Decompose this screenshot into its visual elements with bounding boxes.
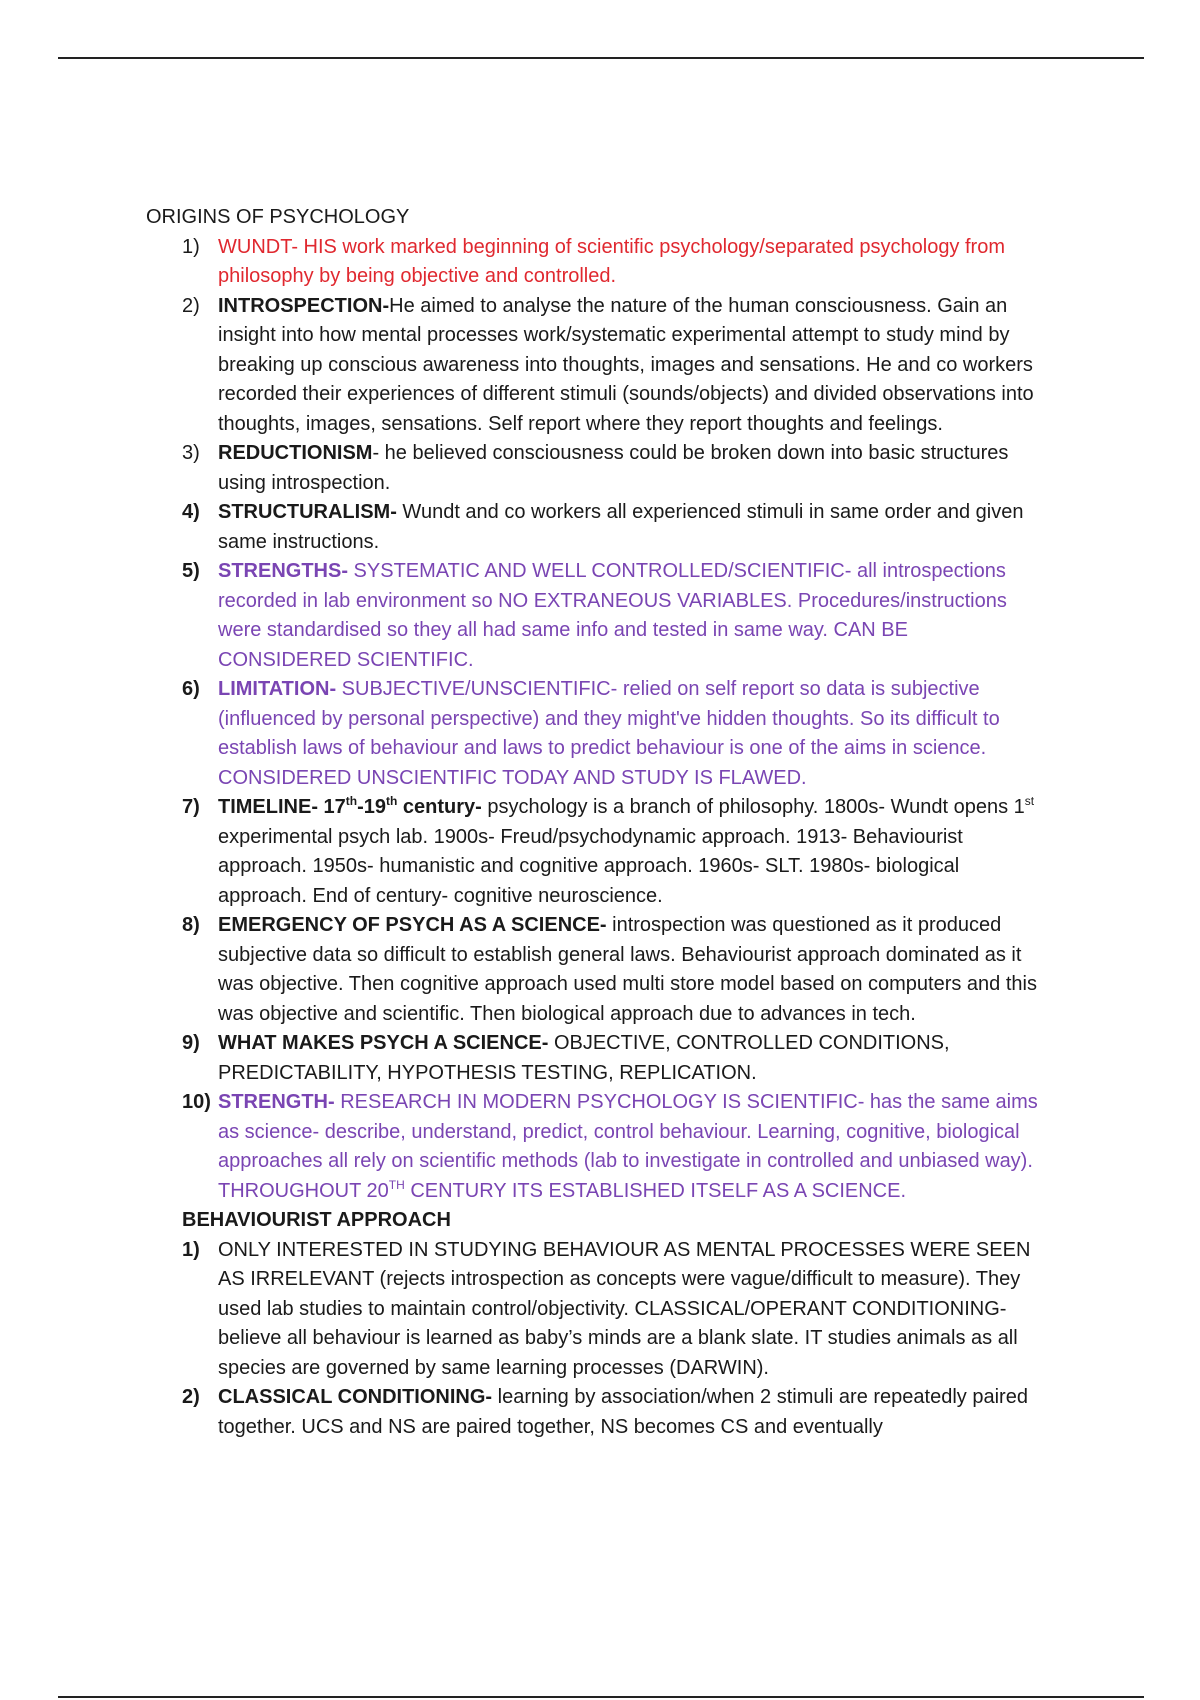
item-text: - he believed consciousness could be broken down into basic structures using introspection. xyxy=(218,442,1009,494)
list-item xyxy=(146,911,1046,1029)
list-item xyxy=(146,1236,1046,1384)
list-item xyxy=(146,557,1046,675)
item-lead: WHAT MAKES PSYCH A SCIENCE- xyxy=(218,1032,549,1054)
list-item xyxy=(146,1383,1046,1442)
list-item xyxy=(146,675,1046,793)
item-text: introspection was questioned as it produced subjective data so difficult to establish general laws. Behaviourist approach dominated as it was objective. Then cognitive approach used multi store model based on computers and this was objective and scientific. Then biological approach due to advances in tech. xyxy=(218,914,1037,1025)
item-number: 8) xyxy=(182,914,200,936)
document-body xyxy=(146,203,1046,1442)
item-number: 3) xyxy=(182,442,200,464)
item-lead: STRUCTURALISM- xyxy=(218,501,397,523)
item-text: SUBJECTIVE/UNSCIENTIFIC- relied on self report so data is subjective (influenced by personal perspective) and they might've hidden thoughts. So its difficult to establish laws of behaviour and laws to predict behaviour is one of the aims in science. CONSIDERED UNSCIENTIFIC TODAY AND STUDY IS FLAWED. xyxy=(218,678,1000,789)
item-number: 4) xyxy=(182,501,200,523)
item-lead: LIMITATION- xyxy=(218,678,337,700)
item-lead: TIMELINE- 17th-19th century- xyxy=(218,794,482,818)
item-lead: STRENGTHS- xyxy=(218,560,348,582)
footer-rule xyxy=(58,1696,1144,1698)
item-lead: STRENGTH- xyxy=(218,1091,335,1113)
item-text: RESEARCH IN MODERN PSYCHOLOGY IS SCIENTIFIC- has the same aims as science- describe, understand, predict, control behaviour. Learning, cognitive, biological approaches all rely on scientific methods (lab to investigate in controlled and unbiased way). THROUGHOUT 20TH CENTURY ITS ESTABLISHED ITSELF AS A SCIENCE. xyxy=(218,1091,1038,1202)
item-lead: INTROSPECTION- xyxy=(218,294,390,317)
item-text: SYSTEMATIC AND WELL CONTROLLED/SCIENTIFIC- all introspections recorded in lab environment so NO EXTRANEOUS VARIABLES. Procedures/instructions were standardised so they all had same info and tested in same way. CAN BE CONSIDERED SCIENTIFIC. xyxy=(218,560,1007,671)
item-text: He aimed to analyse the nature of the human consciousness. Gain an insight into how mental processes work/systematic experimental attempt to study mind by breaking up conscious awareness into thoughts, images and sensations. He and co workers recorded their experiences of different stimuli (sounds/objects) and divided observations into thoughts, images, sensations. Self report where they report thoughts and feelings. xyxy=(218,294,1034,435)
item-lead: EMERGENCY OF PSYCH AS A SCIENCE- xyxy=(218,914,607,936)
item-number: 1) xyxy=(182,235,200,258)
item-number: 2) xyxy=(182,1386,200,1408)
origins-list xyxy=(146,233,1046,1207)
list-item xyxy=(146,439,1046,498)
item-number: 5) xyxy=(182,560,200,582)
section-title-origins: ORIGINS OF PSYCHOLOGY xyxy=(146,206,410,228)
item-text: learning by association/when 2 stimuli are repeatedly paired together. UCS and NS are paired together, NS becomes CS and eventually xyxy=(218,1386,1028,1438)
behaviourist-list xyxy=(146,1236,1046,1443)
list-item xyxy=(146,1088,1046,1206)
item-number: 1) xyxy=(182,1238,200,1261)
item-number: 6) xyxy=(182,678,200,700)
item-number: 2) xyxy=(182,294,200,317)
item-text: psychology is a branch of philosophy. 1800s- Wundt opens 1st experimental psych lab. 1900s- Freud/psychodynamic approach. 1913- Behaviourist approach. 1950s- humanistic and cognitive approach. 1960s- SLT. 1980s- biological approach. End of century- cognitive neuroscience. xyxy=(218,794,1035,907)
item-lead: CLASSICAL CONDITIONING- xyxy=(218,1386,493,1408)
item-text: Wundt and co workers all experienced stimuli in same order and given same instructions. xyxy=(218,501,1024,553)
list-item xyxy=(146,292,1046,440)
list-item xyxy=(146,793,1046,911)
item-text: ONLY INTERESTED IN STUDYING BEHAVIOUR AS MENTAL PROCESSES WERE SEEN AS IRRELEVANT (rejects introspection as concepts were vague/difficult to measure). They used lab studies to maintain control/objectivity. CLASSICAL/OPERANT CONDITIONING- believe all behaviour is learned as baby’s minds are a blank slate. IT studies animals as all species are governed by same learning processes (DARWIN). xyxy=(218,1238,1031,1379)
list-item xyxy=(146,233,1046,292)
header-rule xyxy=(58,57,1144,59)
section-title-behaviourist: BEHAVIOURIST APPROACH xyxy=(182,1209,451,1231)
item-number: 7) xyxy=(182,796,200,818)
list-item xyxy=(146,498,1046,557)
item-number: 10) xyxy=(182,1091,211,1113)
item-text: WUNDT- HIS work marked beginning of scientific psychology/separated psychology from philosophy by being objective and controlled. xyxy=(218,235,1005,287)
item-lead: REDUCTIONISM xyxy=(218,442,373,464)
list-item xyxy=(146,1029,1046,1088)
item-text: OBJECTIVE, CONTROLLED CONDITIONS, PREDICTABILITY, HYPOTHESIS TESTING, REPLICATION. xyxy=(218,1032,950,1084)
item-number: 9) xyxy=(182,1032,200,1054)
